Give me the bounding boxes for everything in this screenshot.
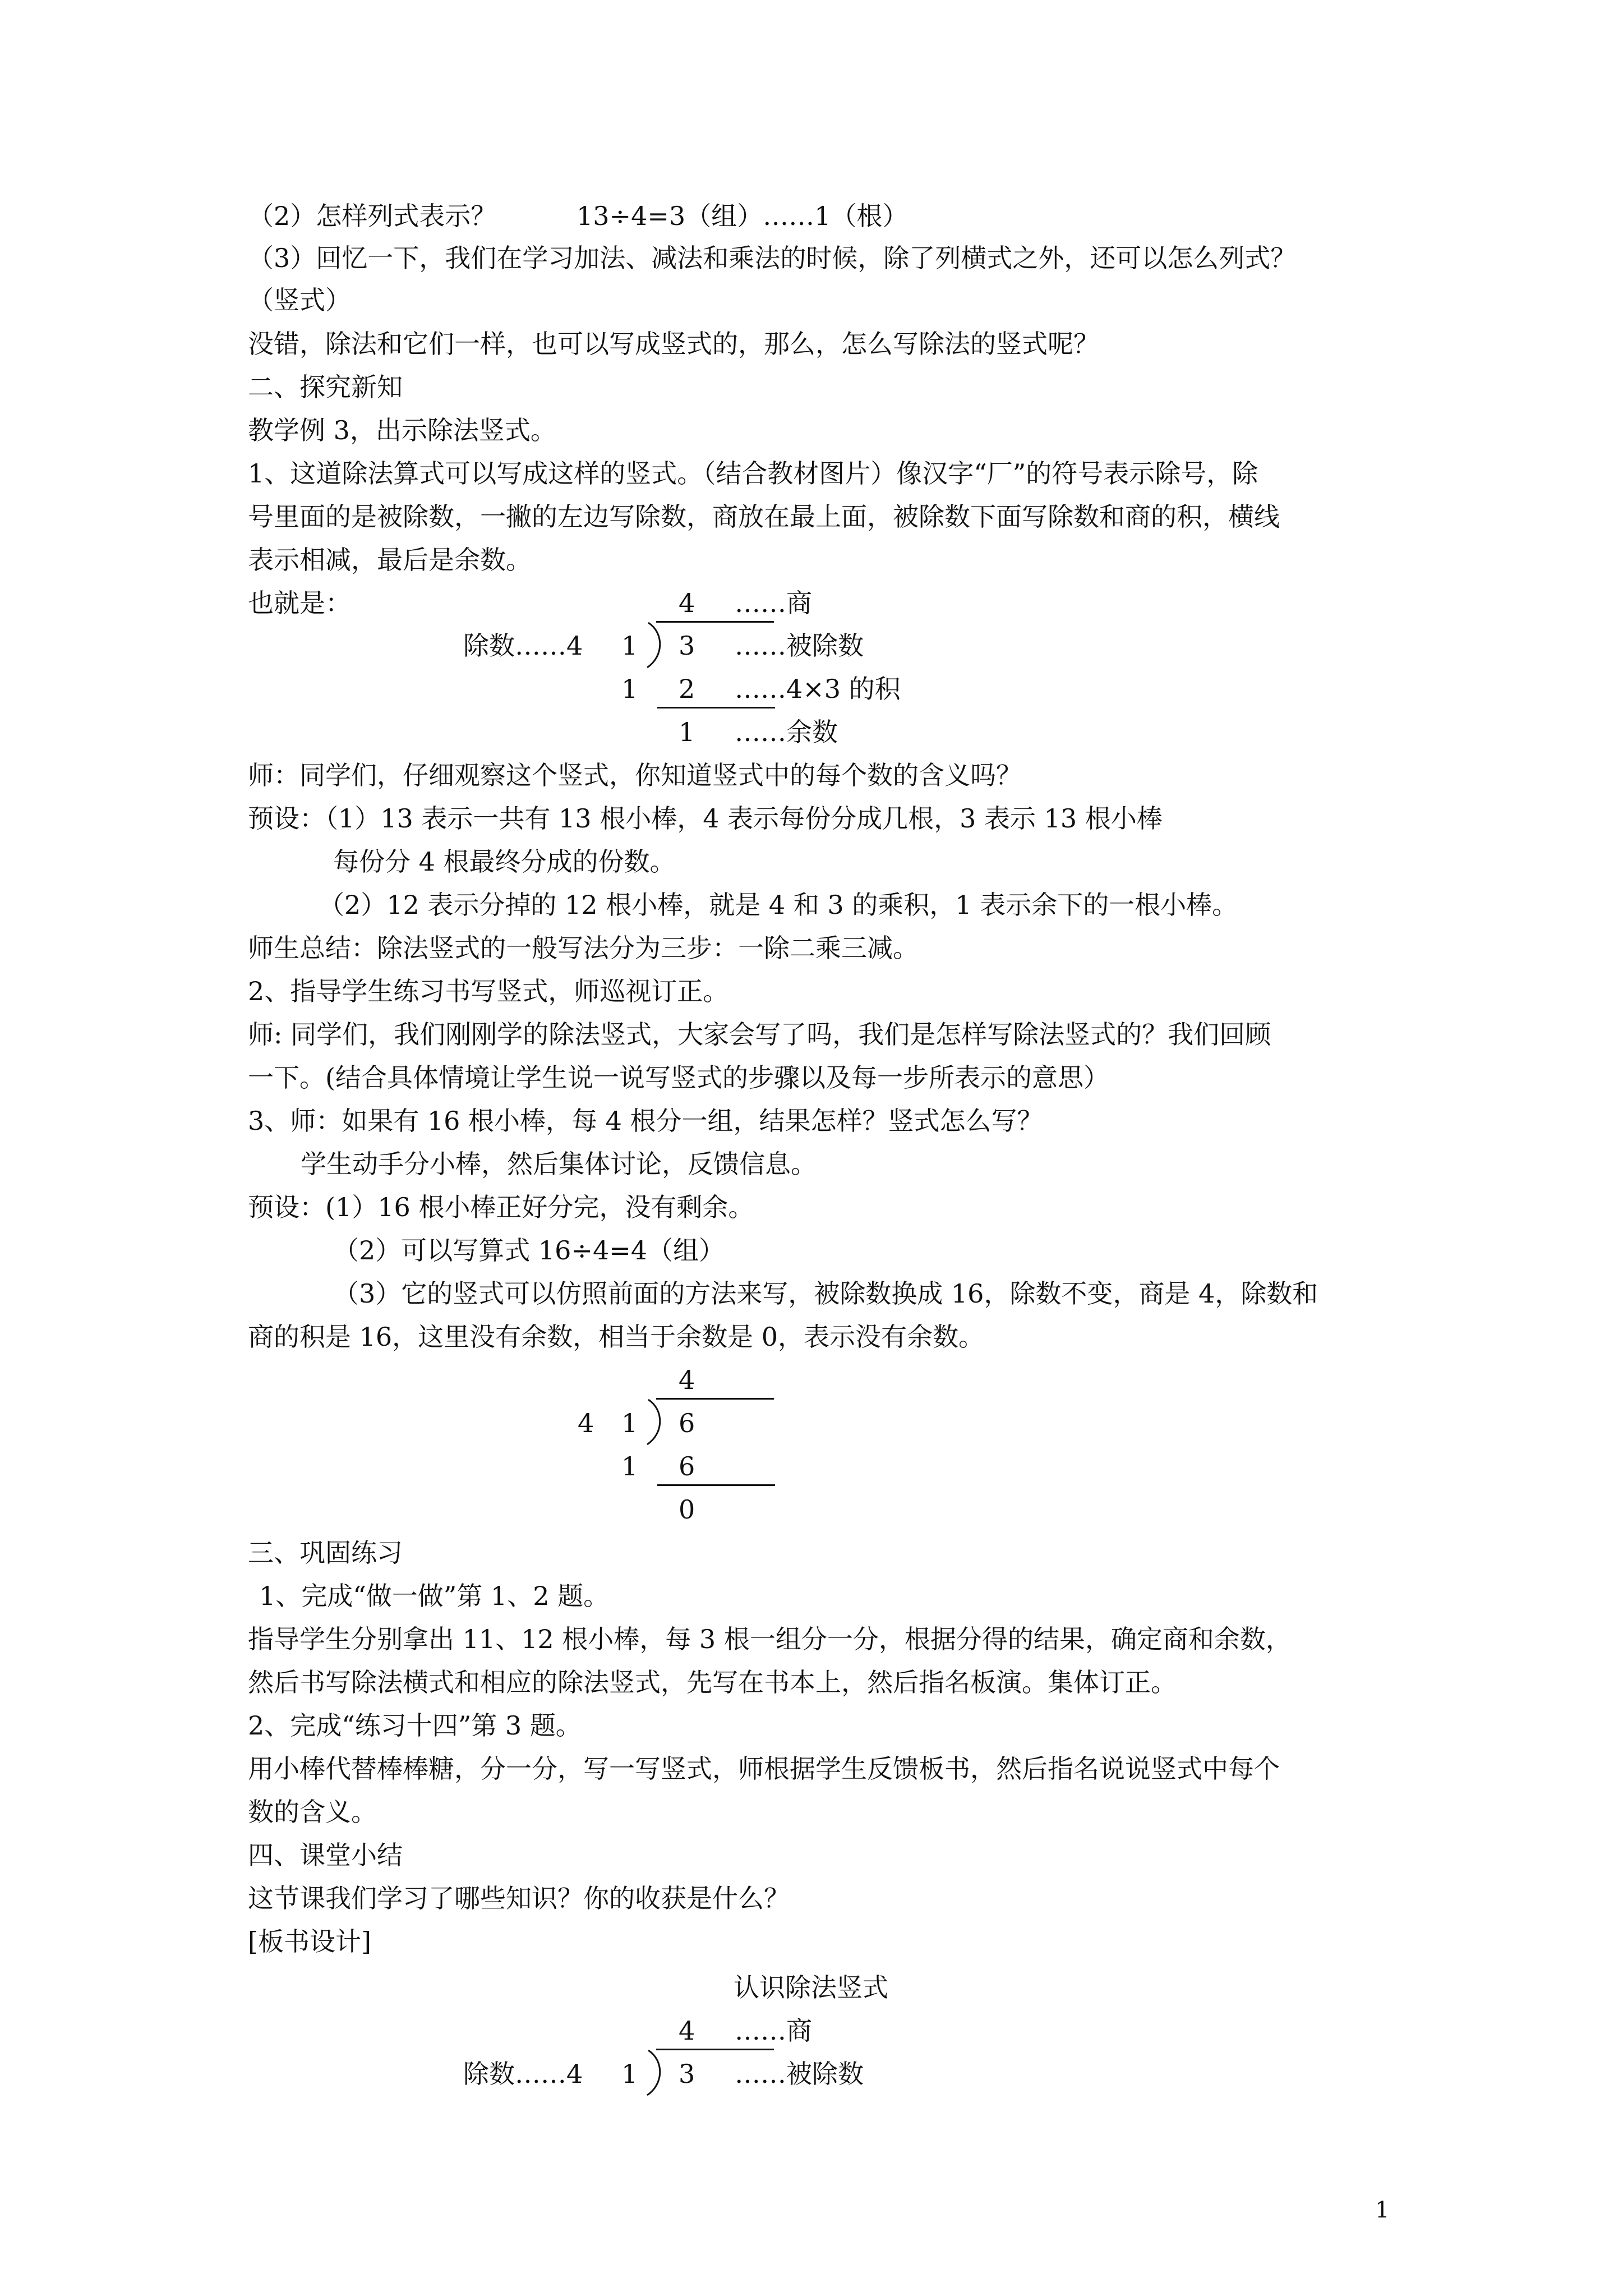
div2-quotient: 4	[679, 1365, 695, 1395]
div2-dividend: 6	[679, 1408, 695, 1438]
div1-divisor-digit: 1	[621, 631, 638, 661]
text-line: 号里面的是被除数，一撇的左边写除数，商放在最上面，被除数下面写除数和商的积，横线	[248, 501, 1280, 532]
text-line: 表示相减，最后是余数。	[248, 545, 532, 575]
text-line: 预设：(1）16 根小棒正好分完，没有剩余。	[248, 1192, 754, 1222]
section-heading: 二、探究新知	[248, 372, 403, 402]
text-line: （3）它的竖式可以仿照前面的方法来写，被除数换成 16，除数不变，商是 4，除数和	[333, 1278, 1318, 1309]
section-heading: 三、巩固练习	[248, 1538, 403, 1568]
board-divisor-label: 除数……4	[463, 2059, 583, 2089]
text-line: 1、完成“做一做”第 1、2 题。	[259, 1581, 610, 1611]
text-line: 2、指导学生练习书写竖式，师巡视订正。	[248, 976, 729, 1006]
div1-quotient-label: ……商	[735, 588, 812, 618]
div1-subtract-line	[657, 707, 775, 708]
text-line: 也就是：	[248, 588, 351, 618]
text-line: 3、师：如果有 16 根小棒，每 4 根分一组，结果怎样？竖式怎么写？	[248, 1106, 1043, 1136]
text-line: 教学例 3，出示除法竖式。	[248, 415, 556, 445]
text-line: （2）怎样列式表示？	[248, 201, 497, 231]
div2-top-line	[656, 1398, 774, 1400]
div1-remainder: 1	[679, 717, 695, 747]
text-line: 数的含义。	[248, 1797, 377, 1827]
text-line: 指导学生分别拿出 11、12 根小棒，每 3 根一组分一分，根据分得的结果，确定商和余数，	[248, 1624, 1292, 1654]
text-line: 用小棒代替棒棒糖，分一分，写一写竖式，师根据学生反馈板书，然后指名说说竖式中每个	[248, 1754, 1280, 1784]
div2-division-bracket	[645, 1398, 667, 1446]
text-line: 然后书写除法横式和相应的除法竖式，先写在书本上，然后指名板演。集体订正。	[248, 1667, 1177, 1697]
text-line: （3）回忆一下，我们在学习加法、减法和乘法的时候，除了列横式之外，还可以怎么列式？	[248, 243, 1297, 273]
div2-divisor-digit: 1	[621, 1408, 638, 1438]
text-line-equation: 13÷4=3（组）……1（根）	[577, 201, 909, 231]
div1-product-digit: 1	[621, 674, 638, 704]
text-line: 2、完成“练习十四”第 3 题。	[248, 1710, 582, 1741]
board-division-bracket	[645, 2049, 667, 2096]
text-line: （2）可以写算式 16÷4=4（组）	[333, 1235, 725, 1266]
div1-division-bracket	[645, 622, 667, 669]
text-line: 这节课我们学习了哪些知识？你的收获是什么？	[248, 1883, 790, 1913]
text-line: 师：同学们，仔细观察这个竖式，你知道竖式中的每个数的含义吗？	[248, 760, 1022, 790]
div1-remainder-label: ……余数	[735, 717, 838, 747]
board-top-line	[656, 2049, 774, 2050]
div1-top-line	[656, 621, 774, 623]
div2-remainder: 0	[679, 1494, 695, 1525]
section-heading: 四、课堂小结	[248, 1840, 403, 1870]
board-quotient-label: ……商	[735, 2016, 812, 2046]
board-divisor-digit: 1	[621, 2059, 638, 2089]
text-line: 预设：（1）13 表示一共有 13 根小棒，4 表示每份分成几根，3 表示 13 根小棒	[248, 803, 1163, 834]
text-line: 1、这道除法算式可以写成这样的竖式。（结合教材图片）像汉字“厂”的符号表示除号，除	[248, 458, 1258, 489]
text-line: （竖式）	[248, 285, 351, 315]
div1-product-digit: 2	[679, 674, 695, 704]
div2-product-digit: 6	[679, 1451, 695, 1481]
text-line: 学生动手分小棒，然后集体讨论，反馈信息。	[301, 1149, 817, 1179]
text-line: 一下。(结合具体情境让学生说一说写竖式的步骤以及每一步所表示的意思）	[248, 1062, 1109, 1093]
text-line: 每份分 4 根最终分成的份数。	[333, 846, 676, 877]
board-dividend: 3	[679, 2059, 695, 2089]
text-line: 商的积是 16，这里没有余数，相当于余数是 0，表示没有余数。	[248, 1322, 985, 1352]
board-dividend-label: ……被除数	[735, 2059, 864, 2089]
text-line: （2）12 表示分掉的 12 根小棒，就是 4 和 3 的乘积，1 表示余下的一根小棒。	[319, 890, 1238, 920]
page-number: 1	[1375, 2197, 1390, 2223]
div2-divisor-digit: 4	[578, 1408, 594, 1438]
board-quotient: 4	[679, 2016, 695, 2046]
text-line: 师: 同学们，我们刚刚学的除法竖式，大家会写了吗，我们是怎样写除法竖式的？我们回顾	[248, 1019, 1271, 1050]
board-title: 认识除法竖式	[734, 1972, 888, 2003]
div1-product-label: ……4×3 的积	[735, 674, 901, 704]
text-line: [板书设计]	[248, 1926, 371, 1957]
text-line: 没错，除法和它们一样，也可以写成竖式的，那么，怎么写除法的竖式呢？	[248, 329, 1099, 359]
div1-dividend: 3	[679, 631, 695, 661]
div1-dividend-label: ……被除数	[735, 631, 864, 661]
text-line: 师生总结：除法竖式的一般写法分为三步：一除二乘三减。	[248, 933, 919, 963]
div1-quotient: 4	[679, 588, 695, 618]
div2-product-digit: 1	[621, 1451, 638, 1481]
div1-divisor-label: 除数……4	[463, 631, 583, 661]
div2-subtract-line	[657, 1484, 775, 1486]
